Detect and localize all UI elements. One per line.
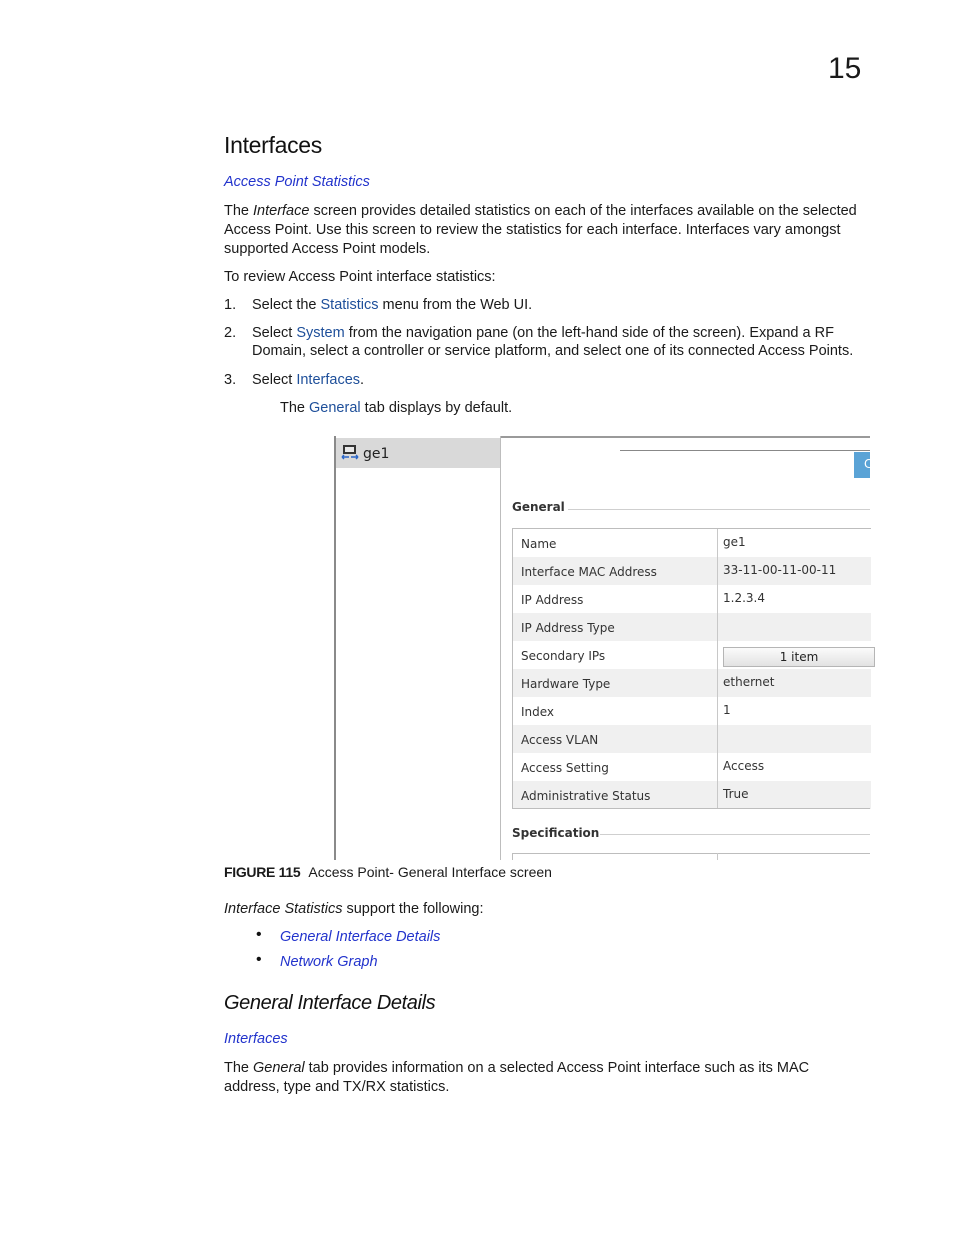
property-name: Secondary IPs [521, 649, 606, 663]
property-value: 33-11-00-11-00-11 [723, 563, 837, 577]
tab-button-label: C [864, 457, 873, 471]
property-name: Index [521, 705, 555, 719]
tree-item-ge1[interactable] [336, 438, 500, 468]
property-name: Hardware Type [521, 677, 611, 691]
step-text: Select [252, 372, 297, 388]
figure-caption [224, 864, 552, 880]
property-name: Interface MAC Address [521, 565, 657, 579]
property-name: Administrative Status [521, 789, 651, 803]
property-value: ge1 [723, 535, 746, 549]
specification-section-title: Specification [512, 826, 600, 840]
table-row [513, 781, 871, 809]
property-value: 1.2.3.4 [723, 591, 765, 605]
table-row [513, 753, 871, 781]
note-text: tab displays by default. [360, 400, 513, 416]
intro-text: screen provides detailed statistics on each of the interfaces available on the selected [309, 203, 857, 219]
table-row [513, 557, 871, 585]
property-value: Access [723, 759, 765, 773]
tab-button[interactable] [854, 452, 873, 478]
property-name: Access VLAN [521, 733, 599, 747]
secondary-ips-button[interactable]: 1 item [723, 647, 875, 667]
subsection-text: address, type and TX/RX statistics. [224, 1079, 450, 1095]
figure-number: FIGURE 115 [224, 864, 301, 880]
section-divider [600, 834, 870, 835]
spec-table-top [512, 853, 870, 854]
subsection-text: tab provides information on a selected Access Point interface such as its MAC [304, 1060, 810, 1076]
table-row [513, 585, 871, 613]
support-text: support the following: [342, 901, 484, 917]
intro-text: supported Access Point models. [224, 241, 431, 257]
top-border [498, 436, 870, 438]
chapter-number: 15 [828, 52, 862, 85]
step-text: from the navigation pane (on the left-hand side of the screen). Expand a RF [344, 325, 834, 341]
step-number: 2. [224, 325, 237, 341]
table-row [513, 697, 871, 725]
interface-tree-pane [334, 436, 501, 860]
property-name: Access Setting [521, 761, 609, 775]
step-text: Select the [252, 297, 321, 313]
intro-emphasis: Interface [253, 203, 310, 219]
support-intro [224, 900, 484, 919]
step-text: Select [252, 325, 297, 341]
table-row [513, 641, 871, 669]
tab-strip-line [620, 450, 870, 451]
review-intro: To review Access Point interface statistics: [224, 269, 496, 285]
general-interface-details-link[interactable]: General Interface Details [280, 929, 441, 945]
table-bottom-border [512, 808, 870, 809]
spec-table-divider [717, 853, 718, 860]
ui-term: Interfaces [296, 372, 361, 388]
table-row [513, 725, 871, 753]
spec-table-edge [512, 853, 513, 860]
intro-text: The [224, 203, 254, 219]
property-value: 1 [723, 703, 731, 717]
figure-title: Access Point- General Interface screen [308, 864, 552, 880]
step-number: 1. [224, 297, 237, 313]
bullet-icon: • [256, 926, 262, 943]
property-name: IP Address [521, 593, 584, 607]
ui-term: System [296, 325, 345, 341]
network-graph-link[interactable]: Network Graph [280, 954, 378, 970]
general-properties-table [512, 528, 871, 809]
step-3 [224, 371, 884, 391]
step-text: . [360, 372, 365, 388]
tree-item-label: ge1 [363, 446, 390, 462]
property-name: Name [521, 537, 557, 551]
intro-text: Access Point. Use this screen to review the statistics for each interface. Interfaces vary amongst [224, 222, 841, 238]
subsection-paragraph [224, 1059, 884, 1097]
table-row [513, 669, 871, 697]
table-row [513, 529, 871, 557]
property-value: ethernet [723, 675, 775, 689]
ui-term: General [309, 400, 361, 416]
subsection-emphasis: General [253, 1060, 305, 1076]
default-tab-note [280, 399, 512, 418]
network-port-icon [341, 445, 359, 461]
interfaces-link[interactable]: Interfaces [224, 1031, 288, 1047]
note-text: The [280, 400, 310, 416]
ui-term: Statistics [320, 297, 379, 313]
intro-paragraph [224, 202, 884, 259]
access-point-statistics-link[interactable]: Access Point Statistics [224, 174, 370, 190]
section-heading: Interfaces [224, 132, 322, 158]
subsection-heading: General Interface Details [224, 992, 436, 1014]
property-value: True [723, 787, 749, 801]
table-row [513, 613, 871, 641]
general-section-title: General [512, 500, 565, 514]
subsection-text: The [224, 1060, 254, 1076]
section-divider [568, 509, 870, 510]
step-text: menu from the Web UI. [378, 297, 533, 313]
step-text: Domain, select a controller or service platform, and select one of its connected Access Points. [252, 343, 854, 359]
step-2 [224, 324, 884, 364]
step-number: 3. [224, 372, 237, 388]
step-1 [224, 296, 884, 316]
interface-screenshot [334, 436, 873, 860]
support-emphasis: Interface Statistics [224, 901, 343, 917]
bullet-icon: • [256, 951, 262, 968]
property-name: IP Address Type [521, 621, 615, 635]
